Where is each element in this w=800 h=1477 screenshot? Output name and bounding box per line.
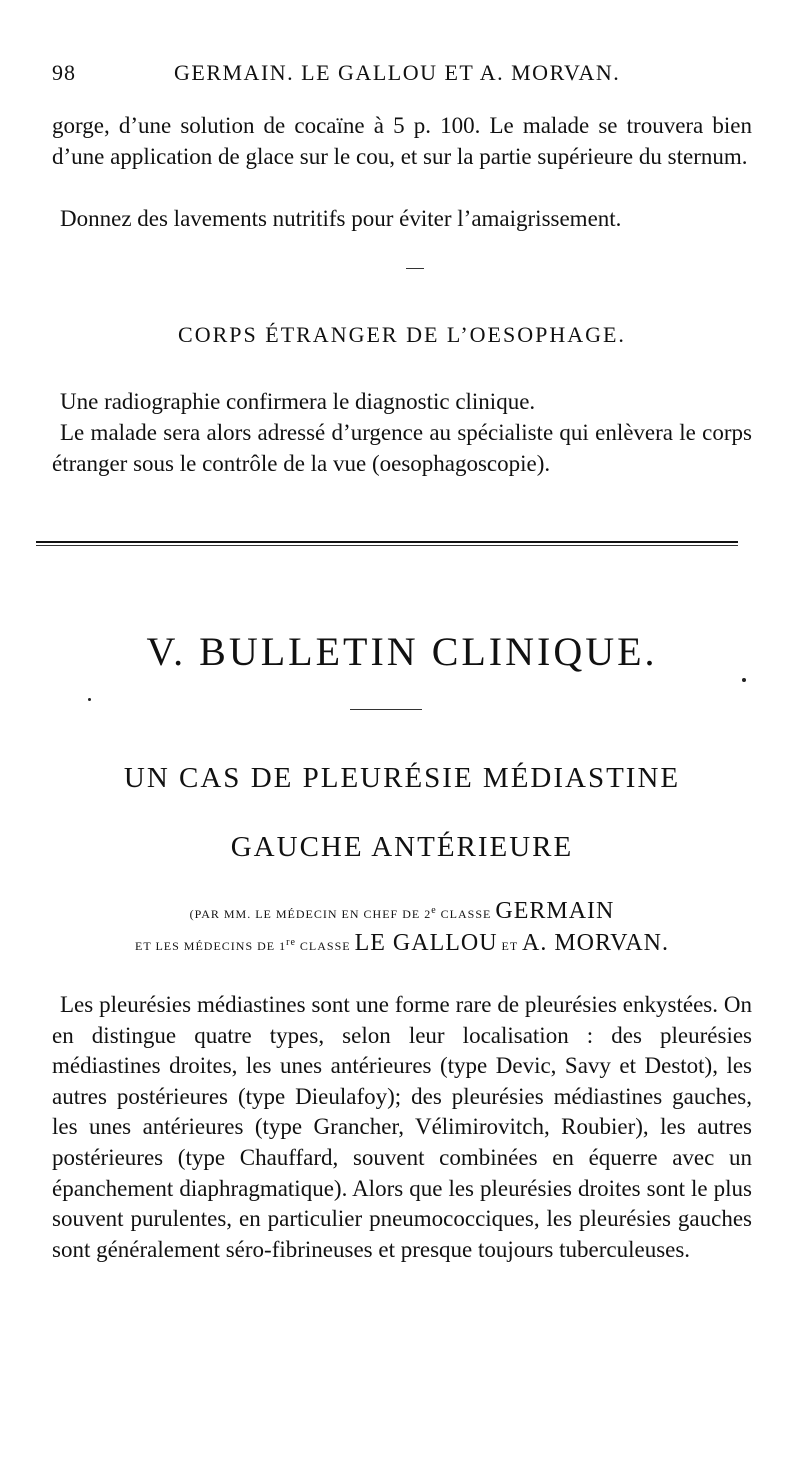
article-title-line-1: UN CAS DE PLEURÉSIE MÉDIASTINE: [123, 762, 681, 794]
intro-paragraph-2: Donnez des lavements nutritifs pour éviter l’amaigrissement.: [60, 206, 622, 231]
corps-paragraph-1: Une radiographie confirmera le diagnostic clinique.: [60, 389, 536, 414]
bulletin-heading: V. BULLETIN CLINIQUE.: [146, 629, 658, 674]
running-header: [52, 60, 752, 90]
ink-speck: [88, 698, 91, 701]
ink-speck: [742, 678, 746, 682]
author-morvan: A. MORVAN.: [522, 930, 669, 956]
corps-paragraph-2: Le malade sera alors adressé d’urgence au spécialiste qui enlèvera le corps étranger sous le contrôle de la vue (oesophagoscopie).: [52, 420, 752, 476]
section-title-corps-etranger: CORPS ÉTRANGER DE L’OESOPHAGE.: [178, 322, 626, 347]
byline-line-1: (PAR MM. LE MÉDECIN EN CHEF DE 2e CLASSE GERMAIN: [189, 898, 615, 924]
article-title-line-2: GAUCHE ANTÉRIEURE: [230, 831, 574, 863]
author-germain: GERMAIN: [495, 898, 615, 924]
intro-paragraph-1: gorge, d’une solution de cocaïne à 5 p. 100. Le malade se trouvera bien d’une application de glace sur le cou, et sur la partie supérieure du sternum.: [52, 113, 752, 169]
byline-line-2: ET LES MÉDECINS DE 1re CLASSE LE GALLOU ET A. MORVAN.: [135, 930, 669, 956]
article-body-paragraph: Les pleurésies médiastines sont une forme rare de pleurésies enkystées. On en distingue quatre types, selon leur localisation : des pleurésies médiastines droites, les unes antérieures (type Devic, Savy et Destot), les autres postérieures (type Dieulafoy); des pleurésies médiastines gauches, les unes antérieures (type Grancher, Vélimirovitch, Roubier), les autres postérieures (type Chauffard, souvent combinées en équerre avec un épanchement diaphragmatique). Alors que les pleurésies droites sont le plus souvent purulentes, en particulier pneumococciques, les pleurésies gauches sont généralement séro-fibrineuses et presque toujours tuberculeuses.: [52, 992, 752, 1262]
section-divider-double: [36, 541, 738, 546]
small-divider: [350, 709, 422, 710]
small-divider: [406, 268, 424, 269]
running-title: GERMAIN. LE GALLOU ET A. MORVAN.: [174, 60, 621, 85]
page-number: 98: [52, 60, 76, 85]
author-le-gallou: LE GALLOU: [354, 930, 498, 956]
